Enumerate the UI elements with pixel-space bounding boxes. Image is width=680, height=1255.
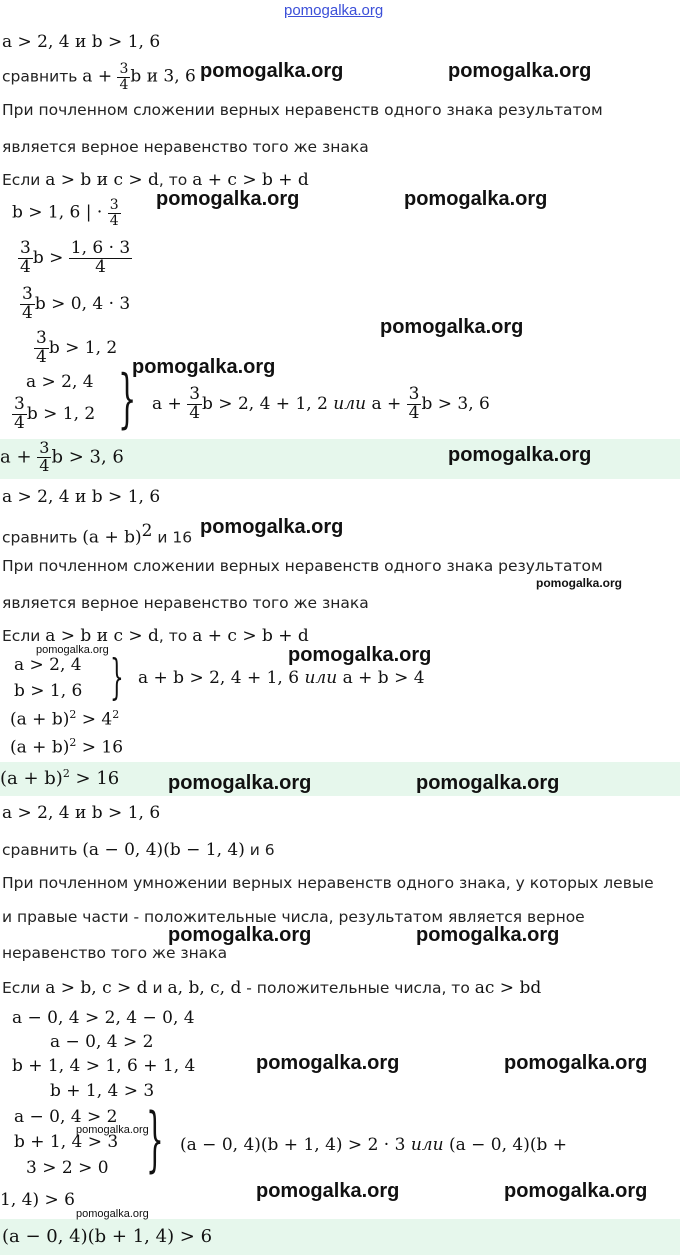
fraction-denominator: 4 xyxy=(95,256,106,277)
system-line: b > 1, 6 xyxy=(14,681,83,701)
rule-text: является верное неравенство того же знака xyxy=(2,594,369,612)
fraction-denominator: 4 xyxy=(189,402,201,423)
compare-tail: b и 3, 6 xyxy=(130,66,196,87)
square-base: (a + b) xyxy=(10,737,70,758)
fraction-numerator: 3 xyxy=(119,61,129,77)
watermark: pomogalka.org xyxy=(504,1052,648,1074)
or-word: или xyxy=(333,393,372,414)
step-line xyxy=(34,330,117,367)
if-prefix: Если xyxy=(2,627,46,645)
fraction-denominator: 4 xyxy=(39,455,50,475)
exponent: 2 xyxy=(69,708,77,721)
watermark: pomogalka.org xyxy=(536,576,623,590)
result-part: (a − 0, 4)(b + 1, 4) > 2 · 3 xyxy=(180,1135,411,1155)
system-brace: } xyxy=(146,1098,164,1180)
watermark: pomogalka.org xyxy=(168,772,312,794)
step-line xyxy=(20,286,130,323)
fraction xyxy=(18,240,33,277)
step-line: 1, 4) > 6 xyxy=(0,1190,75,1210)
watermark: pomogalka.org xyxy=(76,1124,149,1136)
watermark: pomogalka.org xyxy=(156,188,300,210)
square-base: (a + b) xyxy=(10,709,70,730)
fraction-denominator: 4 xyxy=(36,346,47,367)
compare-prefix: сравнить xyxy=(2,841,83,859)
exponent: 2 xyxy=(112,708,120,721)
step-line xyxy=(12,198,121,228)
answer-rhs: > 16 xyxy=(69,768,120,789)
if-result: a + c > b + d xyxy=(192,170,309,190)
if-prefix: Если xyxy=(2,171,46,189)
system-line xyxy=(12,396,95,433)
header-watermark-link[interactable]: pomogalka.org xyxy=(284,2,384,19)
exponent: 2 xyxy=(62,767,70,780)
step-line: b + 1, 4 > 3 xyxy=(50,1081,155,1101)
watermark: pomogalka.org xyxy=(380,316,524,338)
given-condition: a > 2, 4 и b > 1, 6 xyxy=(2,803,161,823)
fraction-denominator: 4 xyxy=(14,412,25,433)
system-line: 3 > 2 > 0 xyxy=(26,1158,109,1178)
answer-line xyxy=(0,767,119,789)
square-rhs: > 4 xyxy=(76,709,113,730)
exponent: 2 xyxy=(141,521,153,541)
watermark: pomogalka.org xyxy=(256,1180,400,1202)
watermark: pomogalka.org xyxy=(168,924,312,946)
or-word: или xyxy=(410,1135,449,1155)
fraction-numerator: 3 xyxy=(408,384,420,404)
system-brace: } xyxy=(118,362,137,436)
fraction-numerator: 3 xyxy=(14,394,25,414)
rule-text: и правые части - положительные числа, результатом является верное xyxy=(2,908,585,926)
step-line: b + 1, 4 > 1, 6 + 1, 4 xyxy=(12,1056,196,1076)
watermark: pomogalka.org xyxy=(36,644,109,656)
rule-text: является верное неравенство того же знака xyxy=(2,138,369,156)
if-vars: a, b, c, d xyxy=(167,978,242,998)
result-part: b > 3, 6 xyxy=(421,393,490,414)
square-step xyxy=(10,736,123,758)
fraction xyxy=(12,396,27,433)
fraction xyxy=(69,240,132,277)
system-result xyxy=(180,1135,567,1155)
system-brace: } xyxy=(110,649,124,705)
square-step xyxy=(10,708,119,730)
step-rest: b > 1, 2 xyxy=(48,337,118,358)
rule-text: При почленном умножении верных неравенств одного знака, у которых левые xyxy=(2,874,654,892)
result-part: a + b > 4 xyxy=(342,668,425,688)
result-part: (a − 0, 4)(b + xyxy=(448,1135,568,1155)
compare-prefix: сравнить xyxy=(2,67,83,86)
if-condition: a > b, c > d xyxy=(45,978,148,998)
watermark: pomogalka.org xyxy=(200,516,344,538)
watermark: pomogalka.org xyxy=(256,1052,400,1074)
compare-prefix: сравнить xyxy=(2,528,83,547)
fraction-numerator: 3 xyxy=(20,238,31,258)
compare-tail: и 6 xyxy=(244,841,275,859)
if-line xyxy=(2,170,309,190)
if-then: , то xyxy=(158,171,193,189)
step-mid: b > xyxy=(32,247,69,268)
system-line: a − 0, 4 > 2 xyxy=(14,1107,118,1127)
result-part: a + xyxy=(371,393,407,414)
given-condition: a > 2, 4 и b > 1, 6 xyxy=(2,32,161,52)
result-part: a + b > 2, 4 + 1, 6 xyxy=(138,668,305,688)
if-prefix: Если xyxy=(2,979,46,997)
fraction xyxy=(187,386,202,423)
fraction-denominator: 4 xyxy=(109,212,119,229)
answer-line xyxy=(0,440,124,475)
fraction xyxy=(117,62,130,92)
compare-line xyxy=(2,521,192,547)
fraction xyxy=(108,198,121,228)
system-line: a > 2, 4 xyxy=(14,655,82,675)
square-rhs: > 16 xyxy=(76,737,124,758)
if-result: a + c > b + d xyxy=(192,626,309,646)
fraction xyxy=(37,440,51,475)
watermark: pomogalka.org xyxy=(404,188,548,210)
exponent: 2 xyxy=(69,736,77,749)
watermark: pomogalka.org xyxy=(448,60,592,82)
if-line xyxy=(2,626,309,646)
fraction xyxy=(407,386,422,423)
watermark: pomogalka.org xyxy=(416,772,560,794)
rule-text: При почленном сложении верных неравенств одного знака результатом xyxy=(2,101,603,119)
watermark: pomogalka.org xyxy=(416,924,560,946)
answer-base: (a + b) xyxy=(0,768,63,789)
watermark: pomogalka.org xyxy=(132,356,276,378)
watermark: pomogalka.org xyxy=(200,60,344,82)
given-condition: a > 2, 4 и b > 1, 6 xyxy=(2,487,161,507)
system-line: a > 2, 4 xyxy=(26,372,94,392)
if-result: ac > bd xyxy=(474,978,542,998)
answer-part: b > 3, 6 xyxy=(51,446,124,468)
if-line xyxy=(2,978,541,998)
step-line: a − 0, 4 > 2, 4 − 0, 4 xyxy=(12,1008,195,1028)
answer-part: a + xyxy=(0,446,38,468)
if-positive: - положительные числа, то xyxy=(241,979,475,997)
compare-expr: (a − 0, 4)(b − 1, 4) xyxy=(82,840,245,860)
system-result xyxy=(138,668,425,688)
watermark: pomogalka.org xyxy=(76,1208,149,1220)
compare-expr: (a + b) xyxy=(82,527,142,548)
fraction-denominator: 4 xyxy=(408,402,420,423)
fraction-numerator: 3 xyxy=(109,197,119,213)
answer-line: (a − 0, 4)(b + 1, 4) > 6 xyxy=(2,1226,213,1247)
result-part: a + xyxy=(152,393,188,414)
step-lhs: b > 1, 6 | · xyxy=(12,202,108,223)
step-line xyxy=(18,240,132,277)
compare-line xyxy=(2,62,196,92)
compare-expr: a + xyxy=(82,66,118,87)
fraction-numerator: 3 xyxy=(36,328,47,348)
if-and: и xyxy=(147,979,168,997)
compare-line xyxy=(2,840,275,860)
fraction xyxy=(34,330,49,367)
fraction-denominator: 4 xyxy=(119,76,129,93)
watermark: pomogalka.org xyxy=(288,644,432,666)
system-result xyxy=(152,386,490,423)
system-line: b + 1, 4 > 3 xyxy=(14,1132,119,1152)
fraction-numerator: 1, 6 · 3 xyxy=(70,238,131,258)
fraction-numerator: 3 xyxy=(189,384,201,404)
if-condition: a > b и c > d xyxy=(45,626,159,646)
fraction-numerator: 3 xyxy=(39,438,50,457)
step-line: a − 0, 4 > 2 xyxy=(50,1032,154,1052)
fraction-denominator: 4 xyxy=(20,256,31,277)
watermark: pomogalka.org xyxy=(448,444,592,466)
compare-tail: и 16 xyxy=(152,528,193,547)
system-rest: b > 1, 2 xyxy=(26,403,96,424)
watermark: pomogalka.org xyxy=(504,1180,648,1202)
rule-text: При почленном сложении верных неравенств одного знака результатом xyxy=(2,557,603,575)
step-rest: b > 0, 4 · 3 xyxy=(34,293,131,314)
rule-text: неравенство того же знака xyxy=(2,944,228,962)
fraction-numerator: 3 xyxy=(22,284,33,304)
or-word: или xyxy=(304,668,343,688)
fraction-denominator: 4 xyxy=(22,302,33,323)
result-part: b > 2, 4 + 1, 2 xyxy=(202,393,334,414)
if-then: , то xyxy=(158,627,193,645)
fraction xyxy=(20,286,35,323)
if-condition: a > b и c > d xyxy=(45,170,159,190)
